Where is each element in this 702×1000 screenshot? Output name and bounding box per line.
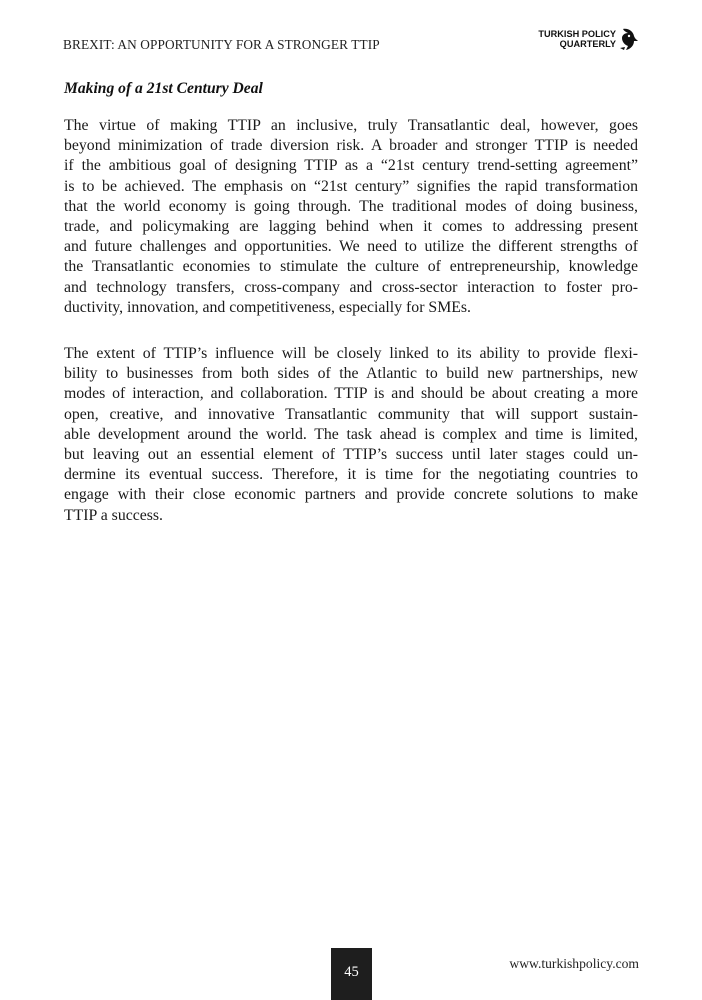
journal-logo — [538, 27, 639, 51]
paragraph-line: and future challenges and opportunities. We need to utilize the different strengths of — [64, 238, 638, 256]
paragraph-line: The extent of TTIP’s influence will be closely linked to its ability to provide flexi- — [64, 345, 638, 362]
journal-logo-line1: TURKISH POLICY — [538, 28, 616, 39]
paragraph-line: is to be achieved. The emphasis on “21st century” signifies the rapid transformation — [64, 177, 638, 195]
body-paragraph-2 — [64, 344, 638, 526]
body-paragraph-1 — [64, 116, 638, 318]
paragraph-line: open, creative, and innovative Transatlantic community that will support sustain- — [64, 405, 638, 423]
journal-logo-text — [538, 29, 616, 50]
running-header-title: BREXIT: AN OPPORTUNITY FOR A STRONGER TTIP — [63, 37, 380, 52]
paragraph-line: but leaving out an essential element of TTIP’s success until later stages could un- — [64, 446, 638, 464]
paragraph-line: The virtue of making TTIP an inclusive, truly Transatlantic deal, however, goes — [64, 117, 638, 134]
paragraph-line: the Transatlantic economies to stimulate the culture of entrepreneurship, knowledge — [64, 258, 638, 276]
paragraph-line: if the ambitious goal of designing TTIP as a “21st century trend-setting agreement” — [64, 157, 638, 175]
page-number: 45 — [331, 948, 372, 1000]
paragraph-line: ductivity, innovation, and competitiveness, especially for SMEs. — [64, 298, 471, 316]
paragraph-line: trade, and policymaking are lagging behind when it comes to addressing present — [64, 218, 638, 236]
paragraph-line: engage with their close economic partners and provide concrete solutions to make — [64, 486, 638, 504]
paragraph-line: beyond minimization of trade diversion risk. A broader and stronger TTIP is needed — [64, 137, 638, 155]
section-heading: Making of a 21st Century Deal — [64, 80, 263, 97]
paragraph-line: bility to businesses from both sides of the Atlantic to build new partnerships, new — [64, 365, 638, 383]
paragraph-line: TTIP a success. — [64, 506, 163, 524]
paragraph-line: modes of interaction, and collaboration. TTIP is and should be about creating a more — [64, 385, 638, 403]
bird-silhouette-icon — [619, 27, 639, 51]
paragraph-line: dermine its eventual success. Therefore, it is time for the negotiating countries to — [64, 466, 638, 484]
paragraph-line: that the world economy is going through. The traditional modes of doing business, — [64, 197, 638, 215]
journal-logo-line2: QUARTERLY — [559, 39, 616, 49]
paragraph-line: able development around the world. The task ahead is complex and time is limited, — [64, 425, 638, 443]
website-url: www.turkishpolicy.com — [509, 956, 639, 971]
paragraph-line: and technology transfers, cross-company and cross-sector interaction to foster pro- — [64, 278, 638, 296]
